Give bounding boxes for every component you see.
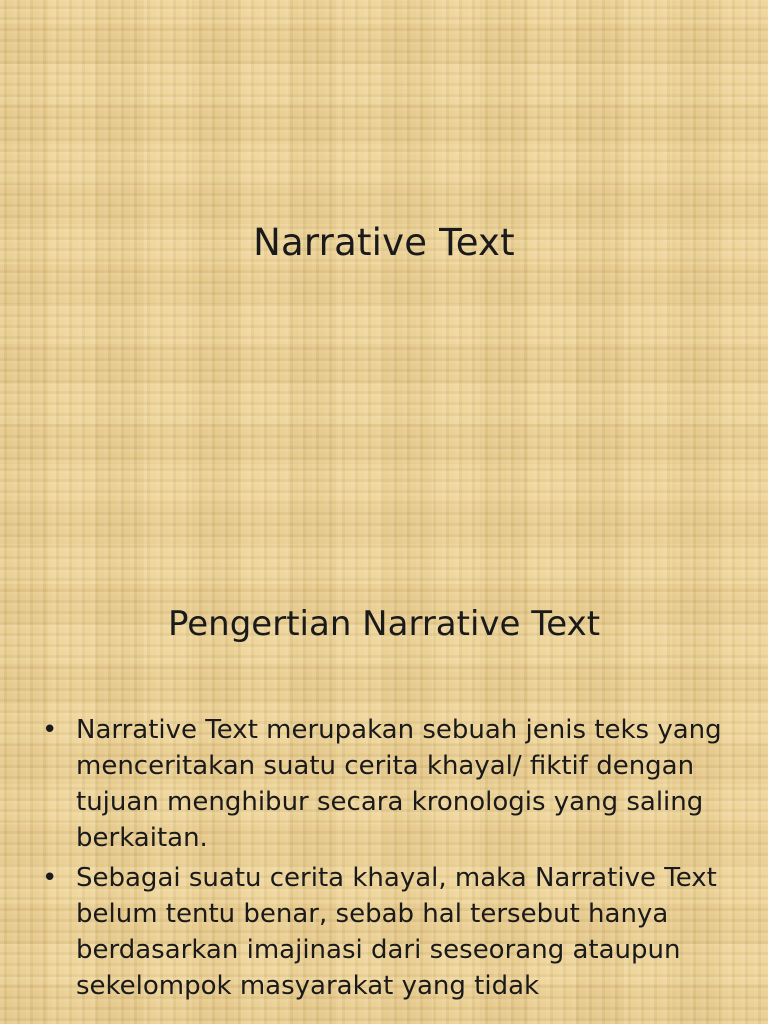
bullet-icon: •: [42, 715, 58, 745]
slide-title-pengertian: Pengertian Narrative Text: [167, 604, 601, 644]
bullet-icon: •: [42, 863, 58, 893]
bullet-text: Sebagai suatu cerita khayal, maka Narrative Text belum tentu benar, sebab hal tersebut hanya berdasarkan imajinasi dari seseorang ataupun sekelompok masyarakat yang tidak: [76, 863, 717, 1001]
bullet-list: [40, 712, 750, 1008]
bullet-item: [40, 860, 750, 1004]
slide-title-narrative-text: Narrative Text: [253, 221, 515, 264]
bullet-item: [40, 712, 750, 856]
bullet-text: Narrative Text merupakan sebuah jenis teks yang menceritakan suatu cerita khayal/ fiktif dengan tujuan menghibur secara kronologis yang saling berkaitan.: [76, 715, 722, 853]
